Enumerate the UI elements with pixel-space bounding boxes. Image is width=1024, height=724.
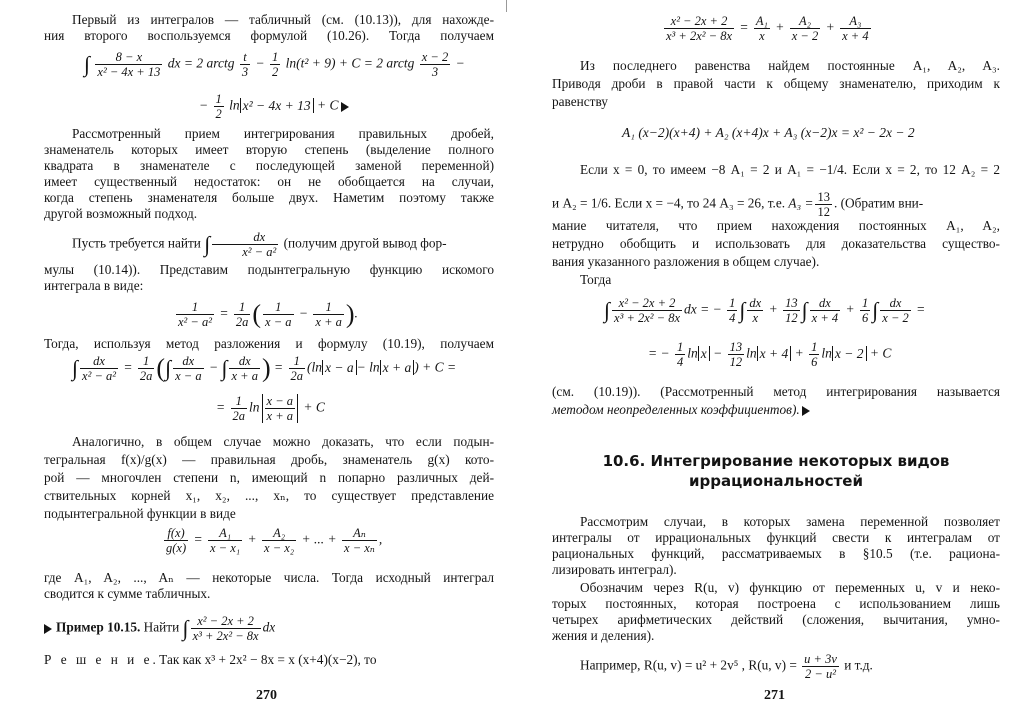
text-line: рой — многочлен степени n, имеющий n попарно различных дей- [44, 470, 494, 485]
text-line: равенству [552, 94, 608, 109]
section-heading: иррациональностей [689, 472, 863, 490]
fraction: $\frac{1}{2}$ [271, 50, 279, 79]
equation-7: ∫ $\frac{\text{x² − 2x + 2}}{\text{x³ + 2x² − 8x}}$ dx = − $\frac{1}{4}$ ∫ $\frac{dx}{x}$ + $\frac{13}{12}$ ∫ $\frac{dx}{x + 4}$ + $\frac{1}{6}$ ∫ $\frac{dx}{x - 2}$ = [604, 296, 926, 325]
text-line: ствительных корней x₁, x₂, ..., xₙ, то существует представление [44, 488, 494, 503]
text-line: подынтегральной функции в виде [44, 506, 236, 521]
text-line: интегралы от иррациональных функций свести к интегралам от [552, 530, 1000, 545]
text-line: другой возможный подход. [44, 206, 198, 221]
text-line: Тогда, используя метод разложения и формулу (10.19), получаем [44, 336, 494, 351]
text-line: Рассмотрим случаи, в которых замена переменной позволяет [580, 514, 1000, 529]
section-heading: 10.6. Интегрирование некоторых видов [602, 452, 950, 470]
text-line: когда степень знаменателя больше двух. Наметим поэтому также [44, 190, 494, 205]
fraction: $\frac{x - 2}{3}$ [421, 50, 449, 79]
fraction: $\frac{8 - x}{\text{x² − 4x + 13}}$ [97, 50, 161, 79]
text-line: Тогда [580, 272, 612, 287]
fraction: $\frac{1}{2}$ [215, 92, 222, 121]
text-line: мулы (10.14)). Представим подынтегральную функцию искомого [44, 262, 494, 277]
text-line: Первый из интегралов — табличный (см. (10.13)), для нахожде- [72, 12, 494, 27]
text-line: Обозначим через R(u, v) функцию от переменных u, v и неко- [580, 580, 1000, 595]
text-line: знаменатель которых имеет вторую степень (выделение полного [44, 142, 494, 157]
example-line: Пример 10.15. Найти ∫ $\frac{\text{x² − 2x + 2}}{\text{x³ + 2x² − 8x}}$ dx [44, 614, 275, 643]
equation-1: ∫ $\frac{8 - x}{\text{x² − 4x + 13}}$ dx = 2 arctg $\frac{t}{3}$ − $\frac{1}{2}$ ln(t² + 9) + C = 2 arctg $\frac{x - 2}{3}$ − [84, 50, 465, 79]
equation-5: $\frac{\text{x² − 2x + 2}}{\text{x³ + 2x² − 8x}}$ = $\frac{\text{A₁}}{x}$ + $\frac{\text{A₂}}{x - 2}$ + $\frac{\text{A₃}}{x + 4}$ [666, 14, 869, 43]
fraction: $\frac{dx}{\text{x² − a²}}$ [212, 230, 278, 259]
text-line: жения и деления). [552, 628, 655, 643]
text-line: сводится к сумме табличных. [44, 586, 211, 601]
equation-3: ∫ $\frac{dx}{\text{x² − a²}}$ = $\frac{1}{2a}$ (∫ $\frac{dx}{x - a}$ − ∫ $\frac{dx}{x + a}$ ) = $\frac{1}{2a}$ (ln x − a − ln x + a ) + C = [72, 353, 457, 383]
text-line: имеет существенный недостаток: он не обобщается на случаи, [44, 174, 494, 189]
page-270 [44, 0, 494, 724]
text-line: мание читателя, что прием нахождения постоянных A₁, A₂, [552, 218, 1000, 233]
text-line: тегральная f(x)/g(x) — правильная дробь, знаменатель g(x) кото- [44, 452, 494, 467]
page-number: 270 [256, 688, 277, 703]
text-line: Из последнего равенства найдем постоянные A₁, A₂, A₃. [580, 58, 1000, 73]
text-line: лизировать интеграл). [552, 562, 677, 577]
text-line: Рассмотренный прием интегрирования правильных дробей, [72, 126, 494, 141]
text-line: и A₂ = 1/6. Если x = −4, то 24 A₃ = 26, т.е. A₃ = $\frac{13}{12}$ . (Обратим вни- [552, 190, 924, 219]
solution-line: Р е ш е н и е. Так как x³ + 2x² − 8x = x (x+4)(x−2), то [44, 652, 377, 667]
page-271 [552, 0, 1000, 724]
text-line: Приводя дроби в правой части к общему знаменателю, приходим к [552, 76, 1000, 91]
text-line: Например, R(u, v) = u² + 2v⁵ , R(u, v) = $\frac{u + 3v}{\text{2 − u²}}$ и т.д. [580, 652, 873, 681]
equation-1-cont: − $\frac{1}{2}$ ln x² − 4x + 13 + C [199, 92, 349, 121]
text-line: квадрата в знаменателе с последующей заменой переменной) [44, 158, 494, 173]
text-line: (см. (10.19)). (Рассмотренный метод интегрирования называется [552, 384, 1000, 399]
equation-4: $\frac{f(x)}{g(x)}$ = $\frac{\text{A₁}}{\text{x − x₁}}$ + $\frac{\text{A₂}}{\text{x − x₂}}$ + ... + $\frac{\text{Aₙ}}{\text{x − xₙ}}$ , [166, 526, 383, 555]
fraction: $\frac{t}{3}$ [241, 50, 249, 79]
equation-3-cont: = $\frac{1}{2a}$ ln $\frac{x - a}{x + a}$ + C [216, 394, 325, 423]
text-line: где A₁, A₂, ..., Aₙ — некоторые числа. Тогда исходный интеграл [44, 570, 494, 585]
text-line: торых постоянных, которая построена с использованием лишь [552, 596, 1000, 611]
end-of-example-icon [341, 102, 349, 112]
text-line: Аналогично, в общем случае можно доказать, что если подын- [72, 434, 494, 449]
text-line: рациональных функций, рассматриваемых в §10.5 (т.е. рационa- [552, 546, 1000, 561]
equation-7-cont: = − $\frac{1}{4}$ ln x − $\frac{13}{12}$ ln x + 4 + $\frac{1}{6}$ ln x − 2 + C [648, 340, 892, 369]
equation-2: $\frac{1}{\text{x² − a²}}$ = $\frac{1}{2a}$ ( $\frac{1}{x - a}$ − $\frac{1}{x + a}$ ). [178, 299, 358, 329]
text-line: вания указанного разложения в общем случае). [552, 254, 820, 269]
example-marker-icon [44, 624, 52, 634]
end-of-example-icon [802, 406, 810, 416]
text-line: Если x = 0, то имеем −8 A₁ = 2 и A₁ = −1/4. Если x = 2, то 12 A₂ = 2 [580, 162, 1000, 177]
integral-sign: ∫ [84, 51, 91, 77]
text-line: нетрудно обобщить и использовать для доказательства существо- [552, 236, 1000, 251]
text-line: ния второго воспользуемся формулой (10.26). Тогда получаем [44, 28, 494, 43]
integral-sign: ∫ [204, 231, 211, 257]
text-line: четырех арифметических действий (сложения, вычитания, умно- [552, 612, 1000, 627]
equation-6: A₁ (x−2)(x+4) + A₂ (x+4)x + A₃ (x−2)x = x² − 2x − 2 [622, 125, 915, 140]
page-number: 271 [764, 688, 785, 703]
page-gutter [506, 0, 507, 12]
text-line: Пусть требуется найти ∫ $\frac{dx}{\text{x² − a²}}$ (получим другой вывод фор- [72, 230, 447, 259]
text-line: методом неопределенных коэффициентов). [552, 402, 810, 418]
text-line: интеграла в виде: [44, 278, 144, 293]
